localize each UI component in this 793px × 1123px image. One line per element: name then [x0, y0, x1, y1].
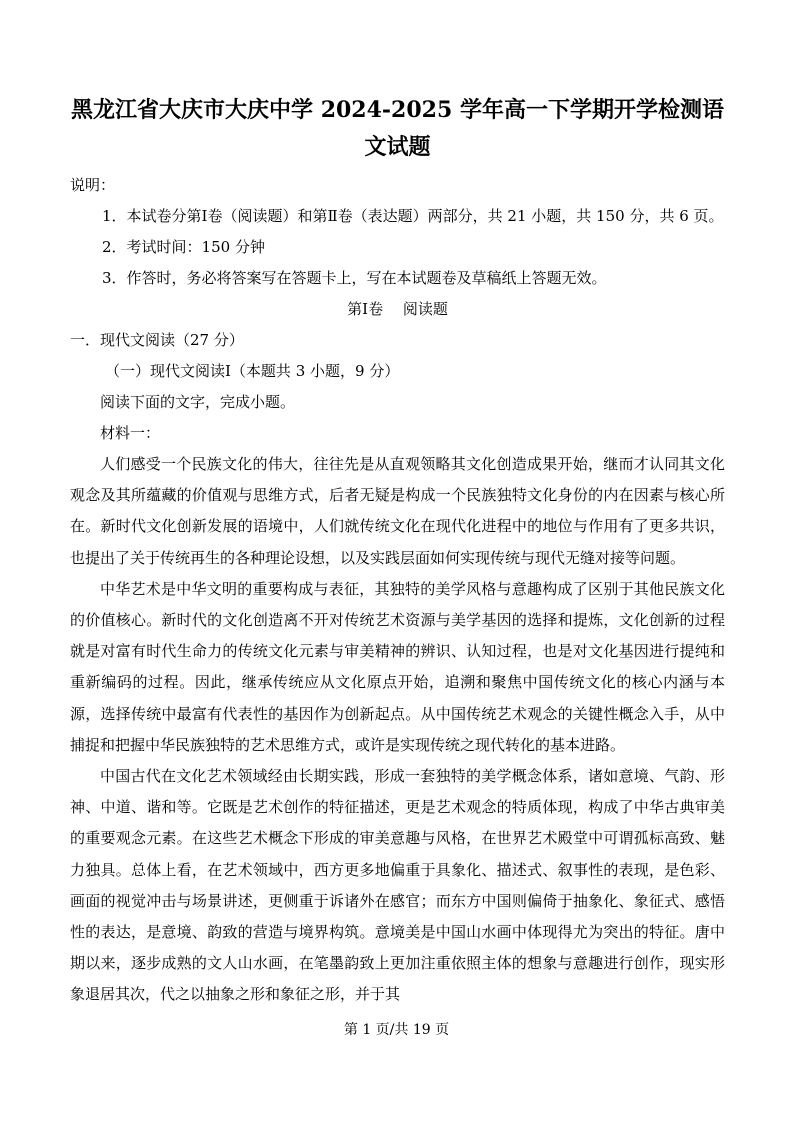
- instructions-heading: 说明：: [70, 176, 116, 194]
- task-instruction: 阅读下面的文字，完成小题。: [100, 393, 296, 411]
- material-label: 材料一：: [100, 424, 161, 442]
- instruction-item: 1．本试卷分第Ⅰ卷（阅读题）和第Ⅱ卷（表达题）两部分，共 21 小题，共 150 分，共 6 页。: [102, 207, 724, 225]
- instruction-item: 2．考试时间：150 分钟: [102, 238, 265, 256]
- volume-heading: 第Ⅰ卷 阅读题: [347, 300, 448, 318]
- body-paragraph: 中国古代在文化艺术领域经由长期实践，形成一套独特的美学概念体系，诸如意境、气韵、形神、中道、谐和等。它既是艺术创作的特征描述，更是艺术观念的特质体现，构成了中华古典审美的重要观念元素。在这些艺术概念下形成的审美意趣与风格，在世界艺术殿堂中可谓孤标高致、魅力独具。总体上看，在艺术领域中，西方更多地偏重于具象化、描述式、叙事性的表现，是色彩、画面的视觉冲击与场景讲述，更侧重于诉诸外在感官；而东方中国则偏倚于抽象化、象征式、感悟性的表达，是意境、韵致的营造与境界构筑。意境美是中国山水画中体现得尤为突出的特征。唐中期以来，逐步成熟的文人山水画，在笔墨韵致上更加注重依照主体的想象与意趣进行创作，现实形象退居其次，代之以抽象之形和象征之形，并于其: [70, 767, 725, 1004]
- body-paragraph: 人们感受一个民族文化的伟大，往往先是从直观领略其文化创造成果开始，继而才认同其文化观念及其所蕴藏的价值观与思维方式，后者无疑是构成一个民族独特文化身份的内在因素与核心所在。新时代文化创新发展的语境中，人们就传统文化在现代化进程中的地位与作用有了更多共识，也提出了关于传统再生的各种理论设想，以及实践层面如何实现传统与现代无缝对接等问题。: [70, 455, 725, 567]
- document-page: [70, 92, 725, 1011]
- page-footer: 第 1 页/共 19 页: [343, 1022, 450, 1038]
- body-paragraph: 中华艺术是中华文明的重要构成与表征，其独特的美学风格与意趣构成了区别于其他民族文化的价值核心。新时代的文化创造离不开对传统艺术资源与美学基因的选择和提炼，文化创新的过程就是对富有时代生命力的传统文化元素与审美精神的辨识、认知过程，也是对文化基因进行提纯和重新编码的过程。因此，继承传统应从文化原点开始，追溯和聚焦中国传统文化的核心内涵与本源，选择传统中最富有代表性的基因作为创新起点。从中国传统艺术观念的关键性概念入手，从中捕捉和把握中华民族独特的艺术思维方式，或许是实现传统之现代转化的基本进路。: [70, 579, 725, 754]
- instruction-item: 3．作答时，务必将答案写在答题卡上，写在本试题卷及草稿纸上答题无效。: [102, 269, 607, 287]
- section-heading: 一．现代文阅读（27 分）: [70, 331, 244, 349]
- document-title: 黑龙江省大庆市大庆中学 2024-2025 学年高一下学期开学检测语文试题: [71, 97, 724, 160]
- subsection-heading: （一）现代文阅读Ⅰ（本题共 3 小题，9 分）: [105, 362, 400, 380]
